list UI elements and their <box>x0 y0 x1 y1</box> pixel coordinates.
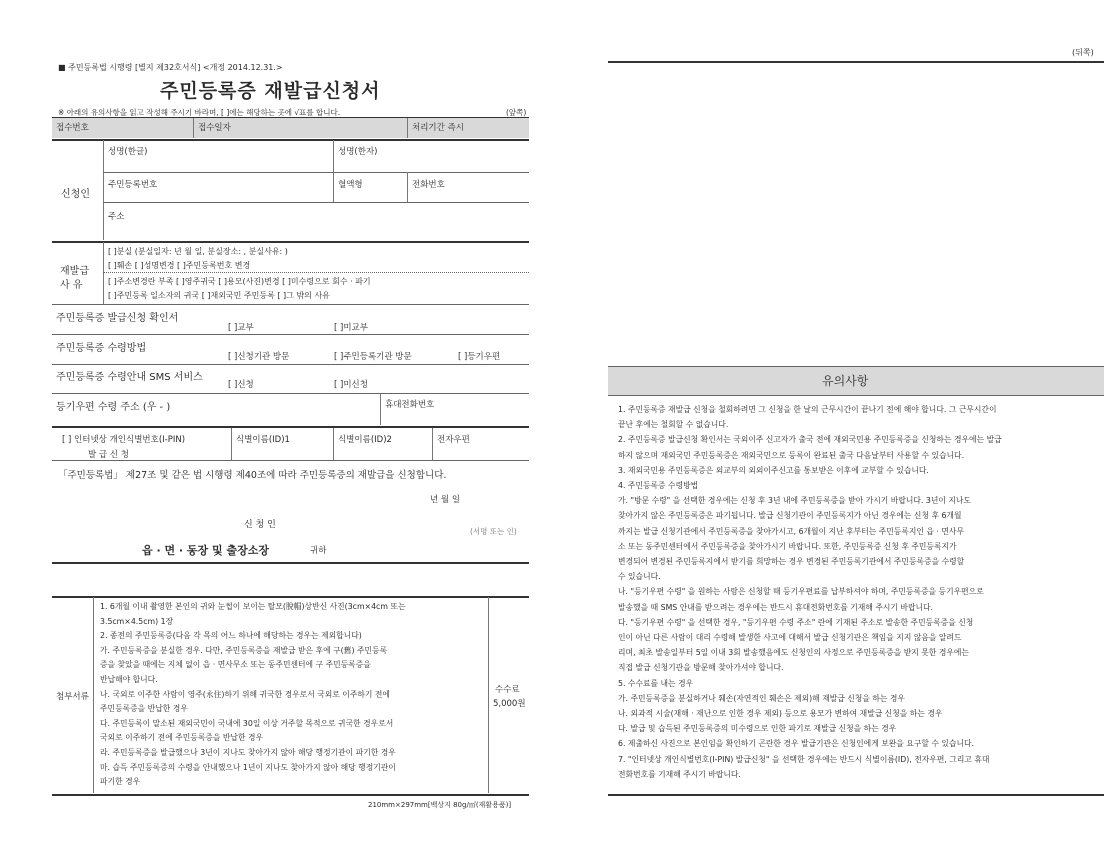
resident-number-field[interactable]: 주민등록번호 <box>108 180 158 190</box>
paper-spec: 210mm×297mm[백상지 80g/㎡(재활용품)] <box>368 801 512 809</box>
name-hanja-field[interactable]: 성명(한자) <box>338 147 378 157</box>
note-line: 6. 제출하신 사진으로 본인임을 확인하기 곤란한 경우 발급기관은 신청인에게 보완을 요구할 수 있습니다. <box>618 739 974 749</box>
note-line: 나. 외과적 시술(재해 · 재난으로 인한 경우 제외) 등으로 용모가 변하여 재발급 신청을 하는 경우 <box>618 709 943 718</box>
note-line: 1. 주민등록증 재발급 신청을 철회하려면 그 신청을 한 날의 근무시간이 끝나기 전에 해야 합니다. 그 근무시간이 <box>618 405 997 414</box>
note-line: 3. 재외국민용 주민등록증은 외교부의 외외이주신고를 통보받은 이후에 교부할 수 있습니다. <box>618 465 929 475</box>
confirm-issue-option[interactable]: [ ]교부 <box>228 323 254 333</box>
note-line: 나. "등기우편 수령" 을 원하는 사람은 신청할 때 등기우편료를 납부하셔야 하며, 주민등록증을 등기우편으로 <box>618 587 984 597</box>
confirm-not-issue-option[interactable]: [ ]미교부 <box>334 323 368 333</box>
signer-label: 신 청 인 <box>244 520 276 530</box>
name-korean-field[interactable]: 성명(한글) <box>108 147 148 157</box>
note-line: 전화번호를 기재해 주시기 바랍니다. <box>618 769 741 779</box>
note-line: 수 있습니다. <box>618 572 661 582</box>
note-line: 직접 발급 신청기관을 방문해 찾아가셔야 합니다. <box>618 663 784 673</box>
receive-mail-option[interactable]: [ ]등기우편 <box>458 352 501 362</box>
front-side-mark: (앞쪽) <box>506 108 527 117</box>
note-line: 가. 주민등록증을 분실하거나 훼손(자연적인 훼손은 제외)해 재발급 신청을 하는 경우 <box>618 693 905 703</box>
reason-damage-option[interactable]: [ ]훼손 [ ]성명변경 [ ]주민등록번호 변경 <box>108 261 251 270</box>
attachment-line: 3.5cm×4.5cm) 1장 <box>100 616 174 626</box>
attachment-line: 2. 종전의 주민등록증(다음 각 목의 어느 하나에 해당하는 경우는 제외합니다) <box>100 631 362 641</box>
date-line: 년 월 일 <box>430 495 461 505</box>
receive-visit-registry-option[interactable]: [ ]주민등록기관 방문 <box>334 352 412 362</box>
note-line: 7. "인터넷상 개인식별번호(I-PIN) 발급신청" 을 선택한 경우에는 반드시 식별이름(ID), 전자우편, 그리고 휴대 <box>618 754 990 764</box>
id1-field[interactable]: 식별이름(ID)1 <box>236 435 290 445</box>
fee-label: 수수료 <box>495 685 520 695</box>
application-statement: 「주민등록법」 제27조 및 같은 법 시행령 제40조에 따라 주민등록증의 재발급을 신청합니다. <box>58 470 447 481</box>
signature-note: (서명 또는 인) <box>470 527 517 536</box>
address-field[interactable]: 주소 <box>108 212 125 222</box>
form-back-page <box>560 0 1118 858</box>
note-line: 까지는 발급 신청기관에서 주민등록증을 찾아가시고, 6개월이 지난 후부터는 주민등록지인 읍 · 면사무 <box>618 526 964 536</box>
note-line: 5. 수수료를 내는 경우 <box>618 678 694 688</box>
attachment-line: 국외로 이주하기 전에 주민등록증을 반납한 경우 <box>100 733 264 743</box>
attachment-line: 파기한 경우 <box>100 777 141 787</box>
note-line: 다. "등기우편 수령" 을 선택한 경우, "등기우편 수령 주소" 란에 기재된 주소로 발송한 주민등록증을 신청 <box>618 617 974 627</box>
blood-type-field[interactable]: 혈액형 <box>338 180 363 190</box>
confirm-label: 주민등록증 발급신청 확인서 <box>56 313 179 324</box>
sms-decline-option[interactable]: [ ]미신청 <box>334 380 368 390</box>
reason-lost-option[interactable]: [ ]분실 (분실일자: 년 월 일, 분실장소: , 분실사유: ) <box>108 247 288 256</box>
instruction-text: ※ 아래의 유의사항을 읽고 작성해 주시기 바라며, [ ]에는 해당하는 곳에 √표를 합니다. <box>58 108 341 117</box>
reason-address-option[interactable]: [ ]주소변경란 부족 [ ]영주귀국 [ ]용모(사진)변경 [ ]미수령으로 회수 · 파기 <box>108 277 371 286</box>
id2-field[interactable]: 식별이름(ID)2 <box>338 435 392 445</box>
applicant-label: 신청인 <box>61 189 90 200</box>
attachment-line: 나. 국외로 이주한 사람이 영주(永住)하기 위해 귀국한 경우로서 국외로 이주하기 전에 <box>100 689 390 699</box>
ipin-option[interactable]: [ ] 인터넷상 개인식별번호(I-PIN) <box>62 435 186 445</box>
sms-label: 주민등록증 수령안내 SMS 서비스 <box>56 372 203 383</box>
notes-title: 유의사항 <box>822 374 869 388</box>
attachments-label: 첨부서류 <box>56 692 89 702</box>
note-line: 가. "방문 수령" 을 선택한 경우에는 신청 후 3년 내에 주민등록증을 받아 가시기 바랍니다. 3년이 지나도 <box>618 496 971 506</box>
back-side-mark: (뒤쪽) <box>1072 48 1094 57</box>
attachment-line: 라. 주민등록증을 발급했으나 3년이 지나도 찾아가지 않아 해당 행정기관이 파기한 경우 <box>100 748 396 757</box>
note-line: 찾아가지 않은 주민등록증은 파기됩니다. 발급 신청기관이 주민등록지가 아닌 경우에는 신청 후 6개월 <box>618 511 962 521</box>
note-line: 인이 아닌 다른 사람이 대리 수령해 발생한 사고에 대해서 발급 신청기관은 책임을 지지 않음을 알려드 <box>618 633 962 642</box>
receipt-date-label: 접수일자 <box>198 123 231 133</box>
mobile-field[interactable]: 휴대전화번호 <box>385 400 435 410</box>
attachment-line: 1. 6개월 이내 촬영한 본인의 귀와 눈썹이 보이는 탈모(脫帽)상반신 사진(3cm×4cm 또는 <box>100 602 406 611</box>
mail-address-label[interactable]: 등기우편 수령 주소 (우 - ) <box>56 402 171 413</box>
form-reference: ■ 주민등록법 시행령 [별지 제32호서식] <개정 2014.12.31.> <box>58 63 283 72</box>
receipt-number-label: 접수번호 <box>56 123 89 133</box>
phone-field[interactable]: 전화번호 <box>412 180 445 190</box>
note-line: 2. 주민등록증 발급신청 확인서는 국외이주 신고자가 출국 전에 재외국민용 주민등록증을 신청하는 경우에는 발급 <box>618 435 1002 445</box>
attachment-line: 다. 주민등록이 말소된 재외국민이 국내에 30일 이상 거주할 목적으로 귀국한 경우로서 <box>100 718 394 728</box>
receive-visit-applicant-option[interactable]: [ ]신청기관 방문 <box>228 352 290 362</box>
attachment-line: 마. 습득 주민등록증의 수령을 안내했으나 1년이 지나도 찾아가지 않아 해당 행정기관이 <box>100 762 396 772</box>
note-line: 리며, 최초 발송일부터 5일 이내 3회 발송했음에도 신청인의 사정으로 주민등록증을 받지 못한 경우에는 <box>618 648 969 658</box>
attachment-line: 증을 찾았을 때에는 지체 없이 읍 · 면사무소 또는 동주민센터에 구 주민등록증을 <box>100 660 371 670</box>
fee-value: 5,000원 <box>493 699 526 709</box>
sms-apply-option[interactable]: [ ]신청 <box>228 380 254 390</box>
note-line: 소 또는 동주민센터에서 주민등록증을 찾아가시기 바랍니다. 또한, 주민등록증 신청 후 주민등록지가 <box>618 541 957 551</box>
addressee-suffix: 귀하 <box>310 546 327 556</box>
note-line: 발송했을 때 SMS 안내를 받으려는 경우에는 반드시 휴대전화번호를 기재해 주시기 바랍니다. <box>618 602 934 612</box>
attachment-line: 가. 주민등록증을 분실한 경우. 다만, 주민등록증을 재발급 받은 후에 구(舊) 주민등록 <box>100 645 388 655</box>
reason-return-option[interactable]: [ ]주민등록 일소자의 귀국 [ ]재외국민 주민등록 [ ]그 밖의 사유 <box>108 291 330 300</box>
note-line: 다. 발급 및 습득된 주민등록증의 미수령으로 인한 파기로 재발급 신청을 하는 경우 <box>618 724 897 734</box>
email-field[interactable]: 전자우편 <box>437 435 470 445</box>
addressee: 읍 · 면 · 동장 및 출장소장 <box>142 544 269 557</box>
processing-period-label: 처리기간 즉시 <box>412 123 464 133</box>
attachment-line: 주민등록증을 반납한 경우 <box>100 704 188 714</box>
receive-method-label: 주민등록증 수령방법 <box>56 343 147 354</box>
note-line: 하지 않으며 재외국민 주민등록증은 재외국민으로 등록이 완료된 출국 다음날부터 사용할 수 있습니다. <box>618 450 965 460</box>
attachment-line: 반납해야 합니다. <box>100 675 158 684</box>
reason-label-1: 재발급 <box>60 266 89 277</box>
note-line: 4. 주민등록증 수령방법 <box>618 481 699 490</box>
note-line: 끝난 후에는 철회할 수 없습니다. <box>618 420 729 430</box>
form-title: 주민등록증 재발급신청서 <box>160 80 381 102</box>
note-line: 변경되어 변경된 주민등록지에서 받기를 희망하는 경우 변경된 주민등록기관에서 주민등록증을 수령할 <box>618 557 965 566</box>
ipin-apply-label: 발 급 신 청 <box>88 450 129 460</box>
reason-label-2: 사 유 <box>60 280 83 291</box>
